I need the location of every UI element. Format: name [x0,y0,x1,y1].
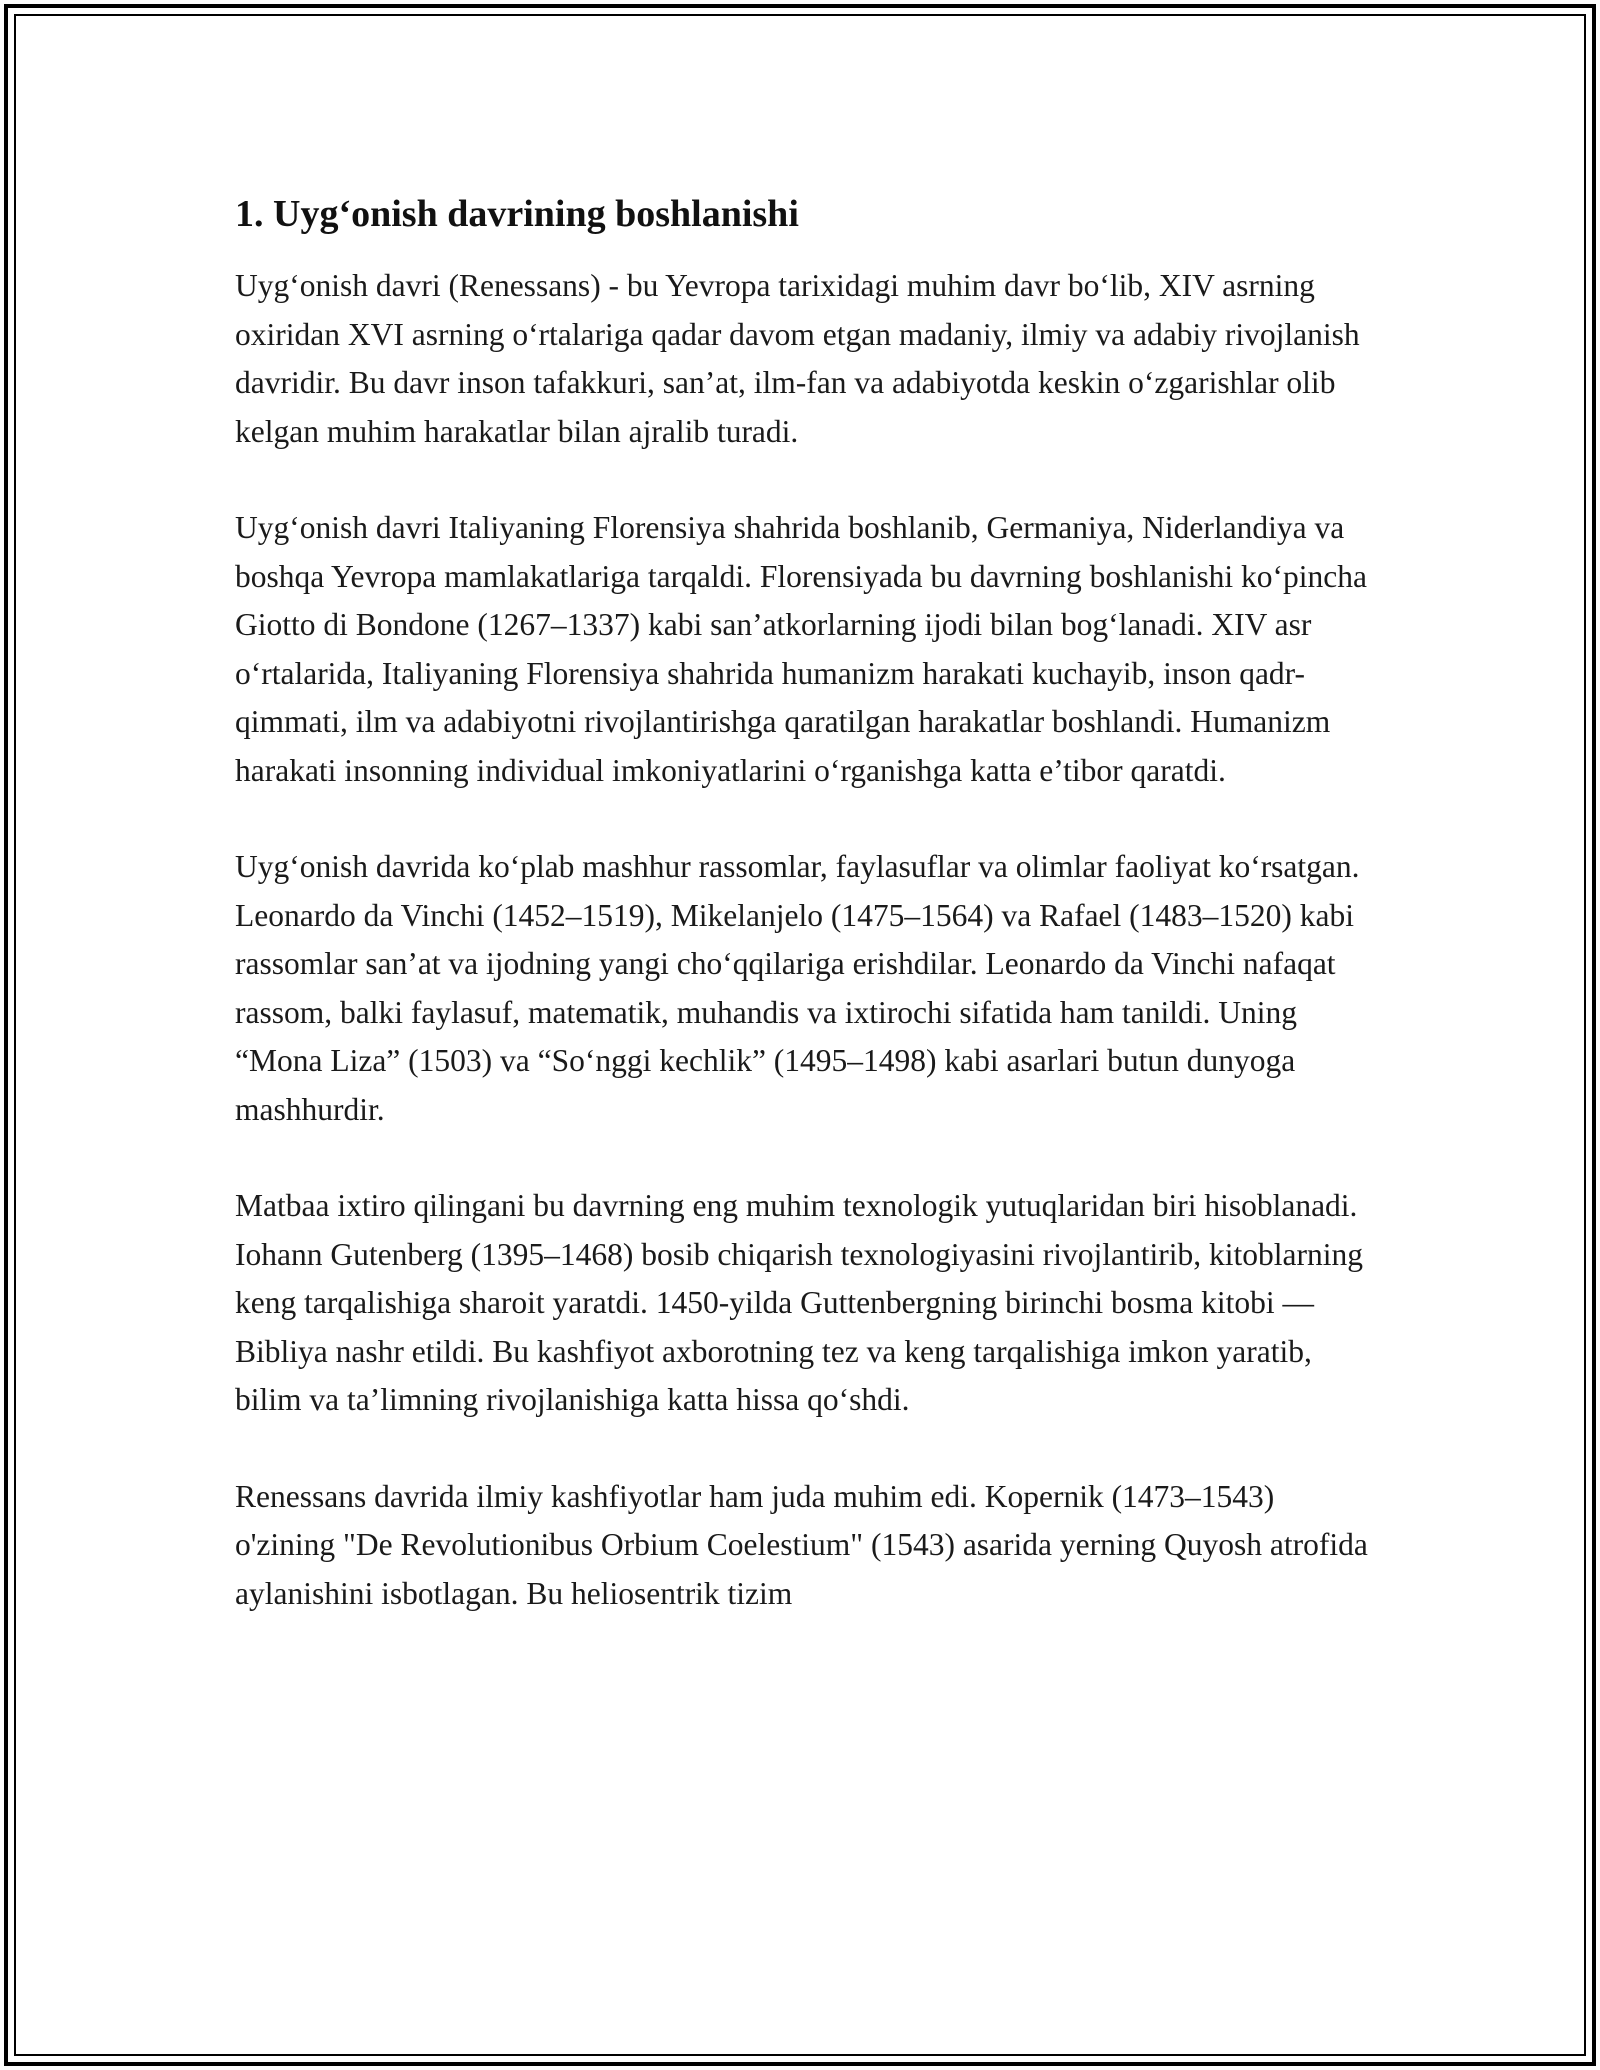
paragraph-3: Uyg‘onish davrida ko‘plab mashhur rassomlar, faylasuflar va olimlar faoliyat ko‘rsatgan. Leonardo da Vinchi (1452–1519), Mikelanjelo (1475–1564) va Rafael (1483–1520) kabi rassomlar san’at va ijodning yangi cho‘qqilariga erishdilar. Leonardo da Vinchi nafaqat rassom, balki faylasuf, matematik, muhandis va ixtirochi sifatida ham tanildi. Uning “Mona Liza” (1503) va “So‘nggi kechlik” (1495–1498) kabi asarlari butun dunyoga mashhurdir. [235,849,1360,1127]
paragraph-4: Matbaa ixtiro qilingani bu davrning eng muhim texnologik yutuqlaridan biri hisoblanadi. Iohann Gutenberg (1395–1468) bosib chiqarish texnologiyasini rivojlantirib, kitoblarning keng tarqalishiga sharoit yaratdi. 1450-yilda Guttenbergning birinchi bosma kitobi — Bibliya nashr etildi. Bu kashfiyot axborotning tez va keng tarqalishiga imkon yaratib, bilim va ta’limning rivojlanishiga katta hissa qo‘shdi. [235,1188,1363,1417]
section-heading: 1. Uyg‘onish davrining boshlanishi [235,193,799,235]
paragraph-5: Renessans davrida ilmiy kashfiyotlar ham juda muhim edi. Kopernik (1473–1543) o'zining "De Revolutionibus Orbium Coelestium" (1543) asarida yerning Quyosh atrofida aylanishini isbotlagan. Bu heliosentrik tizim [235,1478,1368,1611]
document-body [235,186,1375,1618]
paragraph-2: Uyg‘onish davri Italiyaning Florensiya shahrida boshlanib, Germaniya, Niderlandiya va boshqa Yevropa mamlakatlariga tarqaldi. Florensiyada bu davrning boshlanishi ko‘pincha Giotto di Bondone (1267–1337) kabi san’atkorlarning ijodi bilan bog‘lanadi. XIV asr o‘rtalarida, Italiyaning Florensiya shahrida humanizm harakati kuchayib, inson qadr-qimmati, ilm va adabiyotni rivojlantirishga qaratilgan harakatlar boshlandi. Humanizm harakati insonning individual imkoniyatlarini o‘rganishga katta e’tibor qaratdi. [235,510,1368,788]
paragraph-1: Uyg‘onish davri (Renessans) - bu Yevropa tarixidagi muhim davr bo‘lib, XIV asrning oxiridan XVI asrning o‘rtalariga qadar davom etgan madaniy, ilmiy va adabiy rivojlanish davridir. Bu davr inson tafakkuri, san’at, ilm-fan va adabiyotda keskin o‘zgarishlar olib kelgan muhim harakatlar bilan ajralib turadi. [235,268,1360,449]
